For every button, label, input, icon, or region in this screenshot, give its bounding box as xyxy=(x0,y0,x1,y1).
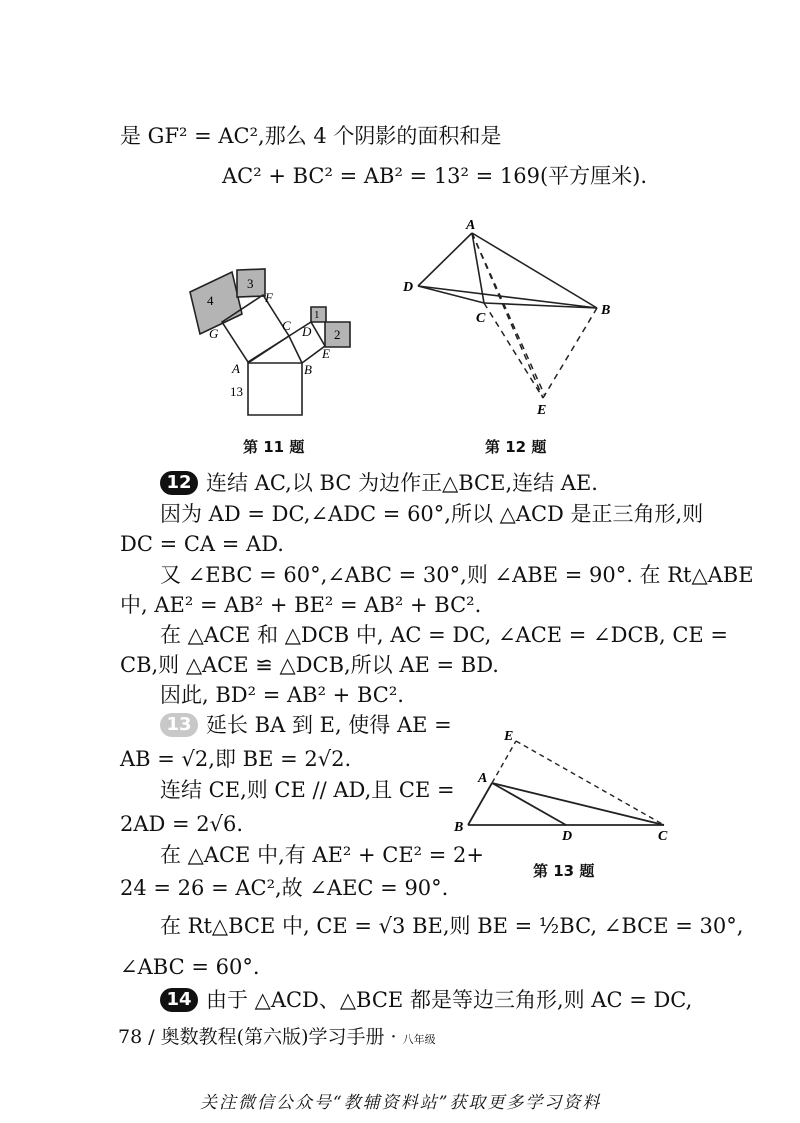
figure-13 xyxy=(448,725,678,845)
fig12-label: A xyxy=(466,218,476,233)
fig11-square-ab xyxy=(248,363,302,415)
fig13-label: E xyxy=(504,729,514,744)
fig11-triangle xyxy=(248,336,302,363)
text-line: 延长 BA 到 E, 使得 AE = xyxy=(206,713,452,737)
text-line: 是 GF² = AC²,那么 4 个阴影的面积和是 xyxy=(120,124,502,148)
fig11-label: D xyxy=(302,324,312,339)
fig11-label: B xyxy=(304,362,312,377)
fig11-label: F xyxy=(265,290,273,305)
problem-badge: 12 xyxy=(160,471,198,495)
page-number: 78 / xyxy=(118,1026,155,1048)
book-title: 奥数教程(第六版)学习手册 · xyxy=(160,1026,397,1048)
text-line: 在 Rt△BCE 中, CE = √3 BE,则 BE = ½BC, ∠BCE = 30°, xyxy=(160,914,744,938)
text-line: CB,则 △ACE ≌ △DCB,所以 AE = BD. xyxy=(120,653,499,677)
text-line: 又 ∠EBC = 60°,∠ABC = 30°,则 ∠ABE = 90°. 在 Rt△ABE xyxy=(160,563,754,587)
fig11-label: C xyxy=(282,318,291,333)
equation-line: AC² + BC² = AB² = 13² = 169(平方厘米). xyxy=(222,164,648,188)
problem-badge: 14 xyxy=(160,988,198,1012)
figure-caption: 第 13 题 xyxy=(533,862,595,880)
fig11-label: G xyxy=(209,326,219,341)
fig11-label: 3 xyxy=(247,276,254,291)
text-line: 连结 AC,以 BC 为边作正△BCE,连结 AE. xyxy=(206,471,598,495)
text-line: 因此, BD² = AB² + BC². xyxy=(160,683,404,707)
text-line: 连结 CE,则 CE // AD,且 CE = xyxy=(160,778,455,802)
fig13-label: C xyxy=(658,829,668,844)
fig11-label: 2 xyxy=(334,327,341,342)
paragraph-line xyxy=(160,469,598,497)
fig11-label: E xyxy=(322,346,330,361)
fig12-label: C xyxy=(476,311,486,326)
text-line: 中, AE² = AB² + BE² = AB² + BC². xyxy=(120,593,482,617)
fig11-label: 13 xyxy=(230,384,243,399)
fig11-label: A xyxy=(232,361,240,376)
paragraph-line xyxy=(160,711,452,739)
paragraph-line xyxy=(160,986,692,1014)
fig13-label: B xyxy=(454,820,464,835)
figure-caption: 第 12 题 xyxy=(485,438,547,456)
text-line: 24 = 26 = AC²,故 ∠AEC = 90°. xyxy=(120,876,449,900)
text-line: AB = √2,即 BE = 2√2. xyxy=(120,747,352,771)
fig11-label: 4 xyxy=(207,293,214,308)
fig13-label: A xyxy=(478,771,488,786)
text-line: 因为 AD = DC,∠ADC = 60°,所以 △ACD 是正三角形,则 xyxy=(160,502,704,526)
grade-label: 八年级 xyxy=(402,1033,436,1046)
text-line: 在 △ACE 中,有 AE² + CE² = 2+ xyxy=(160,843,484,867)
page-footer xyxy=(118,1022,436,1049)
fig11-square-4 xyxy=(190,272,242,334)
text-line: DC = CA = AD. xyxy=(120,532,284,556)
fig12-label: B xyxy=(601,303,611,318)
text-line: ∠ABC = 60°. xyxy=(120,955,260,979)
text-line: 2AD = 2√6. xyxy=(120,812,244,836)
text-line: 在 △ACE 和 △DCB 中, AC = DC, ∠ACE = ∠DCB, CE = xyxy=(160,623,728,647)
figure-11 xyxy=(180,262,370,422)
problem-badge: 13 xyxy=(160,713,198,737)
fig12-label: E xyxy=(537,403,547,418)
fig13-label: D xyxy=(562,829,573,844)
figure-12 xyxy=(395,215,625,420)
figure-caption: 第 11 题 xyxy=(243,438,305,456)
fig11-label: 1 xyxy=(314,309,320,321)
watermark: 关注微信公众号“教辅资料站”获取更多学习资料 xyxy=(200,1093,602,1113)
fig12-label: D xyxy=(403,280,414,295)
text-line: 由于 △ACD、△BCE 都是等边三角形,则 AC = DC, xyxy=(206,988,693,1012)
